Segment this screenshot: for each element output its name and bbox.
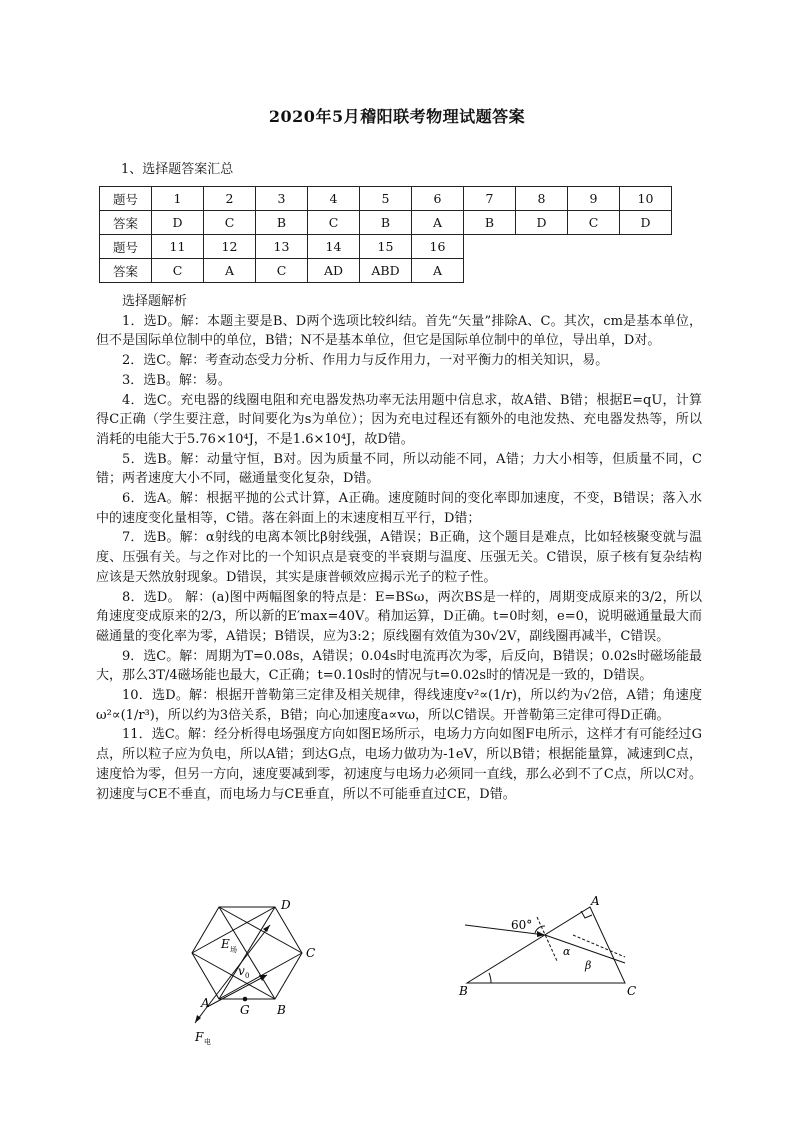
table-cell: A [412,211,464,235]
table-cell: B [256,211,308,235]
table-row [100,259,672,283]
answer-8: 8．选D。 解：(a)图中两幅图象的特点是：E=BSω，两次BS是一样的，周期变成原来的3/2，所以角速度变成原来的2/3，所以新的E′max=40V。稍加运算，D正确。t=0时刻，e=0，说明磁通量最大而磁通量的变化率为零，A错误；B错误，应为3:2；原线圈有效值为30√2V，副线圈再减半，C错误。 [96,589,702,644]
table-cell: 答案 [100,259,152,283]
velocity-vector [207,975,267,1007]
answer-1: 1．选D。解：本题主要是B、D两个选项比较纠结。首先“矢量”排除A、C。其次，cm是基本单位，但不是国际单位制中的单位，B错；N不是基本单位，但它是国际单位制中的单位，导出单，D对。 [96,313,702,349]
table-cell: 题号 [100,235,152,259]
page-title: 2020年5月稽阳联考物理试题答案 [268,107,526,126]
table-row [100,235,672,259]
table-cell: C [204,211,256,235]
table-cell: A [204,259,256,283]
table-cell: C [152,259,204,283]
label-c: C [627,984,637,998]
table-cell: D [516,211,568,235]
prism-outline [467,907,625,983]
table-cell: 8 [516,187,568,211]
table-cell: 3 [256,187,308,211]
table-cell: 7 [464,187,516,211]
answer-4: 4．选C。充电器的线圈电阻和充电器发热功率无法用题中信息求，故A错、B错；根据E=qU，计算得C正确（学生要注意，时间要化为s为单位）；因为充电过程还有额外的电池发热、充电器发热等，所以消耗的电能大于5.76×10⁴J，不是1.6×10⁴J，故D错。 [96,392,702,447]
label-a: A [201,996,210,1010]
table-cell: 12 [204,235,256,259]
table-cell: 答案 [100,211,152,235]
table-cell: 1 [152,187,204,211]
section-heading: 1、选择题答案汇总 [121,162,234,177]
table-cell: C [568,211,620,235]
table-cell: 16 [412,235,464,259]
table-cell: D [620,211,672,235]
table-cell: B [360,211,412,235]
answer-11: 11．选C。解：经分析得电场强度方向如图E场所示，电场力方向如图F电所示，这样才有可能经过G点，所以粒子应为负电，所以A错；到达G点，电场力做功为-1eV，所以B错；根据能量算，减速到C点，速度恰为零，但另一方向，速度要减到零，初速度与电场力必须同一直线，那么必到不了C点，所以C对。初速度与CE不垂直，而电场力与CE垂直，所以不可能垂直过CE，D错。 [96,727,702,802]
table-cell: 6 [412,187,464,211]
table-cell: ABD [360,259,412,283]
label-v0: v [238,964,245,978]
answer-table [99,186,672,283]
table-cell: 2 [204,187,256,211]
table-cell: 5 [360,187,412,211]
label-c: C [306,946,316,960]
label-g: G [240,1003,250,1017]
table-cell: 11 [152,235,204,259]
table-cell: C [308,211,360,235]
table-cell: 13 [256,235,308,259]
answer-10: 10．选D。解：根据开普勒第三定律及相关规律，得线速度v²∝(1/r)，所以约为√2倍，A错；角速度ω²∝(1/r³)，所以约为3倍关系，B错；向心加速度a∝vω，所以C错误。开普勒第三定律可得D正确。 [96,688,702,723]
normal-line [537,917,557,961]
label-d: D [281,898,291,912]
answer-3: 3．选B。解：易。 [122,372,231,388]
table-cell: 题号 [100,187,152,211]
label-f: F [195,1030,204,1044]
answer-6: 6．选A。解：根据平抛的公式计算，A正确。速度随时间的变化率即加速度，不变，B错误；落入水中的速度变化量相等，C错。落在斜面上的末速度相互平行，D错； [96,491,702,526]
answer-7: 7．选B。解：α射线的电离本领比β射线强，A错误；B正确，这个题目是难点，比如轻核聚变就与温度、压强有关。与之作对比的一个知识点是衰变的半衰期与温度、压强无关。C错误，原子核有复杂结构应该是天然放射现象。D错误，其实是康普顿效应揭示光子的粒子性。 [96,530,702,585]
label-v0-sub: 0 [245,972,250,980]
table-row [100,187,672,211]
angle-arc [489,973,491,983]
table-cell: C [256,259,308,283]
table-cell: 10 [620,187,672,211]
label-e-sub: 场 [230,946,237,954]
point-g [243,997,248,1002]
table-cell: 9 [568,187,620,211]
table-cell: AD [308,259,360,283]
table-cell: D [152,211,204,235]
label-b: B [277,1003,286,1017]
table-cell: 14 [308,235,360,259]
label-60: 60° [511,918,533,932]
label-beta: β [585,959,592,972]
answer-2: 2．选C。解：考查动态受力分析、作用力与反作用力，一对平衡力的相关知识，易。 [122,353,609,369]
answer-5: 5．选B。解：动量守恒，B对。因为质量不同，所以动能不同，A错；力大小相等，但质量不同，C错；两者速度大小不同，磁通量变化复杂，D错。 [96,451,702,487]
prism-figure [455,895,650,1000]
table-cell: A [412,259,464,283]
label-f-sub: 电 [204,1038,211,1046]
label-b: B [459,984,468,998]
table-cell: 4 [308,187,360,211]
analysis-body [96,292,702,804]
label-e: E [221,937,230,951]
hexagon-field-figure [185,895,330,1050]
answer-9: 9．选C。解：周期为T=0.08s，A错误；0.04s时电流再次为零，后反向，B错误；0.02s时磁场能最大，那么3T/4磁场能也最大，C正确；t=0.10s时的情况与t=0.02s时的情况是一致的，D错误。 [96,648,702,684]
analysis-heading: 选择题解析 [122,294,188,309]
label-a: A [591,895,600,908]
table-cell: B [464,211,516,235]
table-cell: 15 [360,235,412,259]
table-row [100,211,672,235]
label-alpha: α [563,945,571,958]
incident-ray [465,925,545,935]
